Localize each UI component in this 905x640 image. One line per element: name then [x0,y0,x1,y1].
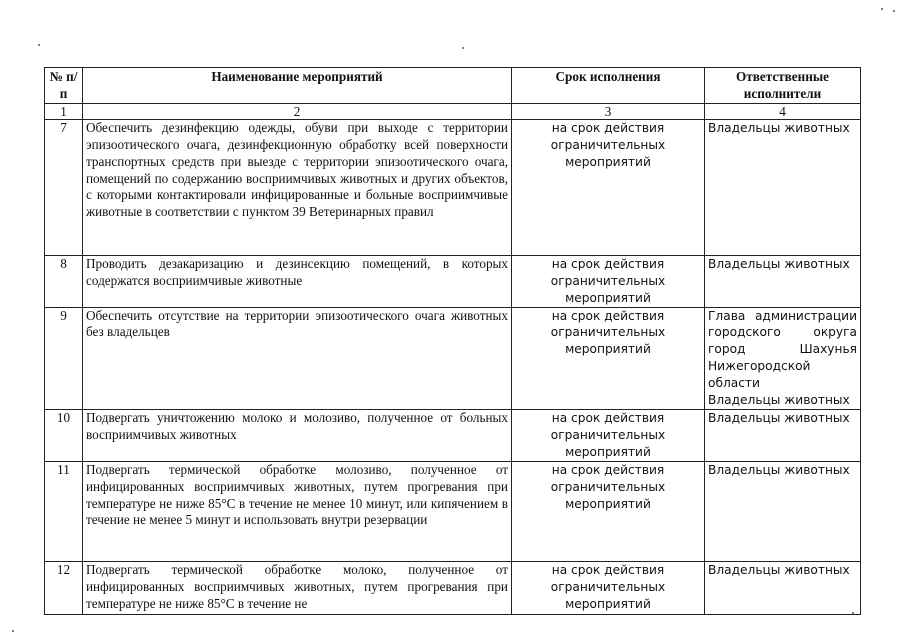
header-deadline: Срок исполнения [512,68,705,104]
measures-table [44,67,861,615]
responsible [705,119,861,255]
table-header-row [45,68,861,104]
responsible-party: Владельцы животных [708,256,850,271]
measure-name: Обеспечить дезинфекцию одежды, обуви при выходе с территории эпизоотического очага, дезинфекционную обработку всей поверхности транспортных средств при выезде с территории эпизоотического очага, помещений по содержанию восприимчивых животных и других объектов, с которыми контактировали инфицированные и больные восприимчивые животные в соответствии с пунктом 39 Ветеринарных правил [83,119,512,255]
responsible [705,461,861,561]
responsible-party: Владельцы животных [708,120,850,135]
measure-name: Подвергать уничтожению молоко и молозиво, полученное от больных восприимчивых животных [83,409,512,461]
responsible [705,409,861,461]
header-measure-name: Наименование мероприятий [83,68,512,104]
responsible [705,307,861,409]
row-number: 7 [45,119,83,255]
deadline: на срок действия ограничительных мероприятий [512,307,705,409]
measure-name: Проводить дезакаризацию и дезинсекцию помещений, в которых содержатся восприимчивые животные [83,255,512,307]
row-number: 11 [45,461,83,561]
table-row [45,461,861,561]
measure-name: Обеспечить отсутствие на территории эпизоотического очага животных без владельцев [83,307,512,409]
scan-speck [852,612,854,614]
table-row [45,307,861,409]
responsible-party: Владельцы животных [708,462,850,477]
responsible-party: Владельцы животных [708,393,850,408]
deadline: на срок действия ограничительных мероприятий [512,461,705,561]
column-index: 3 [512,103,705,119]
row-number: 8 [45,255,83,307]
deadline: на срок действия ограничительных мероприятий [512,255,705,307]
table-row [45,561,861,614]
deadline: на срок действия ограничительных мероприятий [512,561,705,614]
column-index: 2 [83,103,512,119]
responsible [705,561,861,614]
scan-speck [462,47,464,49]
measure-name: Подвергать термической обработке молозиво, полученное от инфицированных восприимчивых животных, путем прогревания при температуре не ниже 85°С в течение не менее 10 минут, или кипячением в течение не менее 5 минут и использовать внутри резервации [83,461,512,561]
measure-name: Подвергать термической обработке молоко, полученное от инфицированных восприимчивых животных, путем прогревания при температуре не ниже 85°С в течение не [83,561,512,614]
deadline: на срок действия ограничительных мероприятий [512,119,705,255]
scan-speck [893,10,895,12]
row-number: 10 [45,409,83,461]
table-row [45,409,861,461]
row-number: 12 [45,561,83,614]
table-row [45,119,861,255]
column-number-row [45,103,861,119]
responsible-party: Владельцы животных [708,562,850,577]
deadline: на срок действия ограничительных мероприятий [512,409,705,461]
responsible [705,255,861,307]
scan-speck [12,630,14,632]
table-row [45,255,861,307]
responsible-party: Глава администрации городского округа город Шахунья Нижегородской области [708,308,857,391]
row-number: 9 [45,307,83,409]
column-index: 4 [705,103,861,119]
scan-speck [38,44,40,46]
scan-speck [881,8,883,10]
responsible-party: Владельцы животных [708,410,850,425]
header-number: № п/п [45,68,83,104]
header-responsible: Ответственные исполнители [705,68,861,104]
column-index: 1 [45,103,83,119]
